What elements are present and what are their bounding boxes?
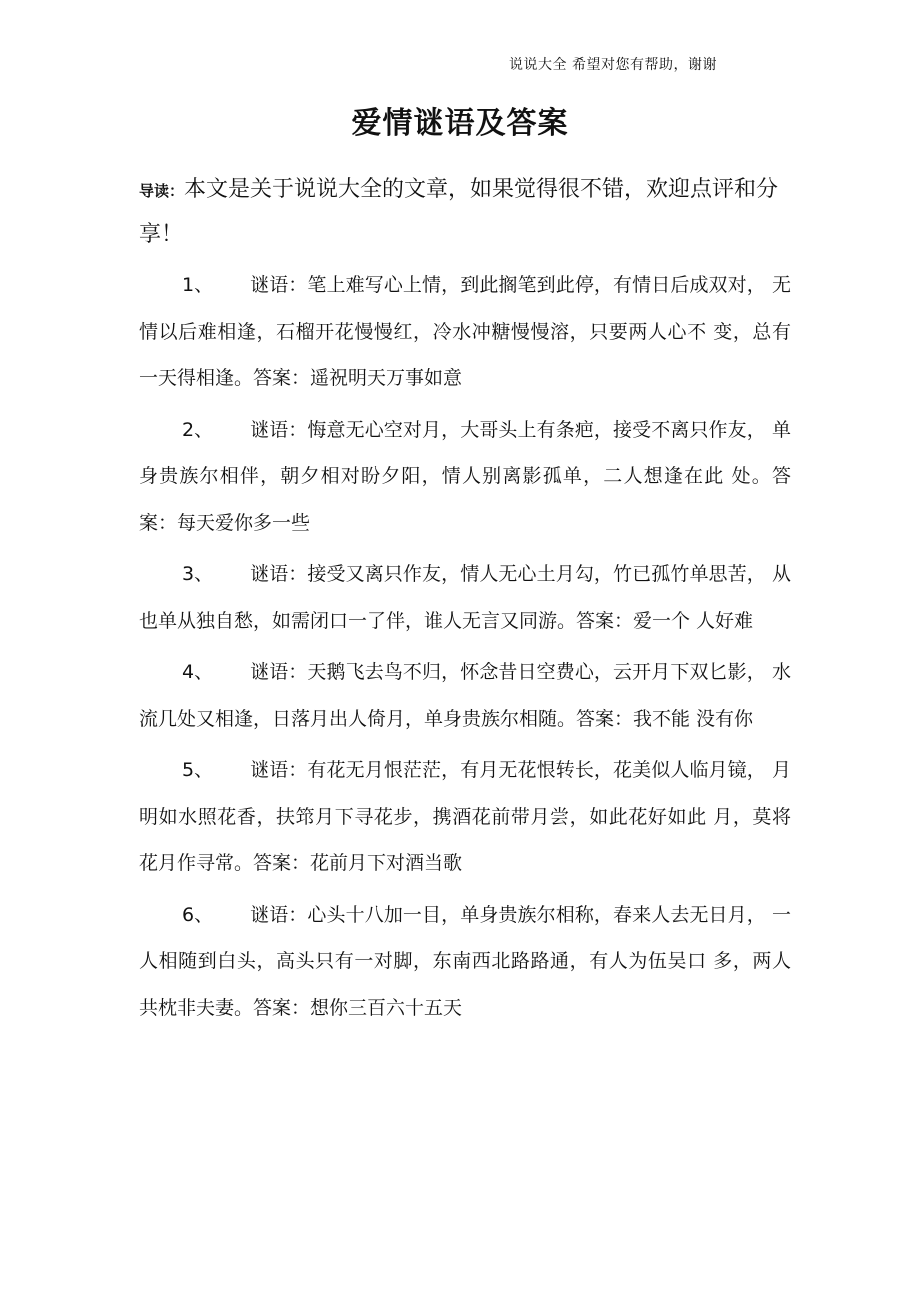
intro-lead: 导读： [139,182,185,200]
riddle-number: 6、 [182,903,214,926]
riddle-text: 谜语：心头十八加一目，单身贵族尔相称，春来人去无日月， 一人相随到白头，高头只有一对脚，东南西北路路通，有人为伍吴口 多，两人共枕非夫妻。答案：想你三百六十五天 [139,903,791,1019]
riddle-list [139,262,791,1036]
riddle-text: 谜语：笔上难写心上情，到此搁笔到此停，有情日后成双对， 无情以后难相逢，石榴开花慢慢红，冷水冲糖慢慢溶，只要两人心不 变，总有一天得相逢。答案：遥祝明天万事如意 [139,274,791,389]
header-note: 说说大全 希望对您有帮助，谢谢 [509,57,717,73]
riddle-item [139,649,791,742]
riddle-item [139,747,791,887]
riddle-number: 4、 [182,661,214,683]
riddle-text: 谜语：有花无月恨茫茫，有月无花恨转长，花美似人临月镜， 月明如水照花香，扶筇月下寻花步，携酒花前带月尝，如此花好如此 月，莫将花月作寻常。答案：花前月下对酒当歌 [139,759,791,874]
riddle-item [139,407,791,547]
intro-paragraph [139,168,791,257]
riddle-number: 1、 [182,274,214,296]
riddle-item [139,262,791,402]
riddle-number: 5、 [182,759,214,781]
riddle-text: 谜语：接受又离只作友，情人无心土月勾，竹已孤竹单思苦， 从也单从独自愁，如需闭口一了伴，谁人无言又同游。答案：爱一个 人好难 [139,563,791,632]
riddle-item [139,551,791,644]
riddle-text: 谜语：悔意无心空对月，大哥头上有条疤，接受不离只作友， 单身贵族尔相伴，朝夕相对盼夕阳，情人别离影孤单，二人想逢在此 处。答案：每天爱你多一些 [139,418,791,534]
riddle-item [139,892,791,1032]
intro-text: 本文是关于说说大全的文章，如果觉得很不错，欢迎点评和分享！ [139,177,779,247]
riddle-text: 谜语：天鹅飞去鸟不归，怀念昔日空费心，云开月下双匕影， 水流几处又相逢，日落月出人倚月，单身贵族尔相随。答案：我不能 没有你 [139,661,791,730]
page-title: 爱情谜语及答案 [351,106,569,141]
riddle-number: 2、 [182,418,214,441]
riddle-number: 3、 [182,563,214,585]
